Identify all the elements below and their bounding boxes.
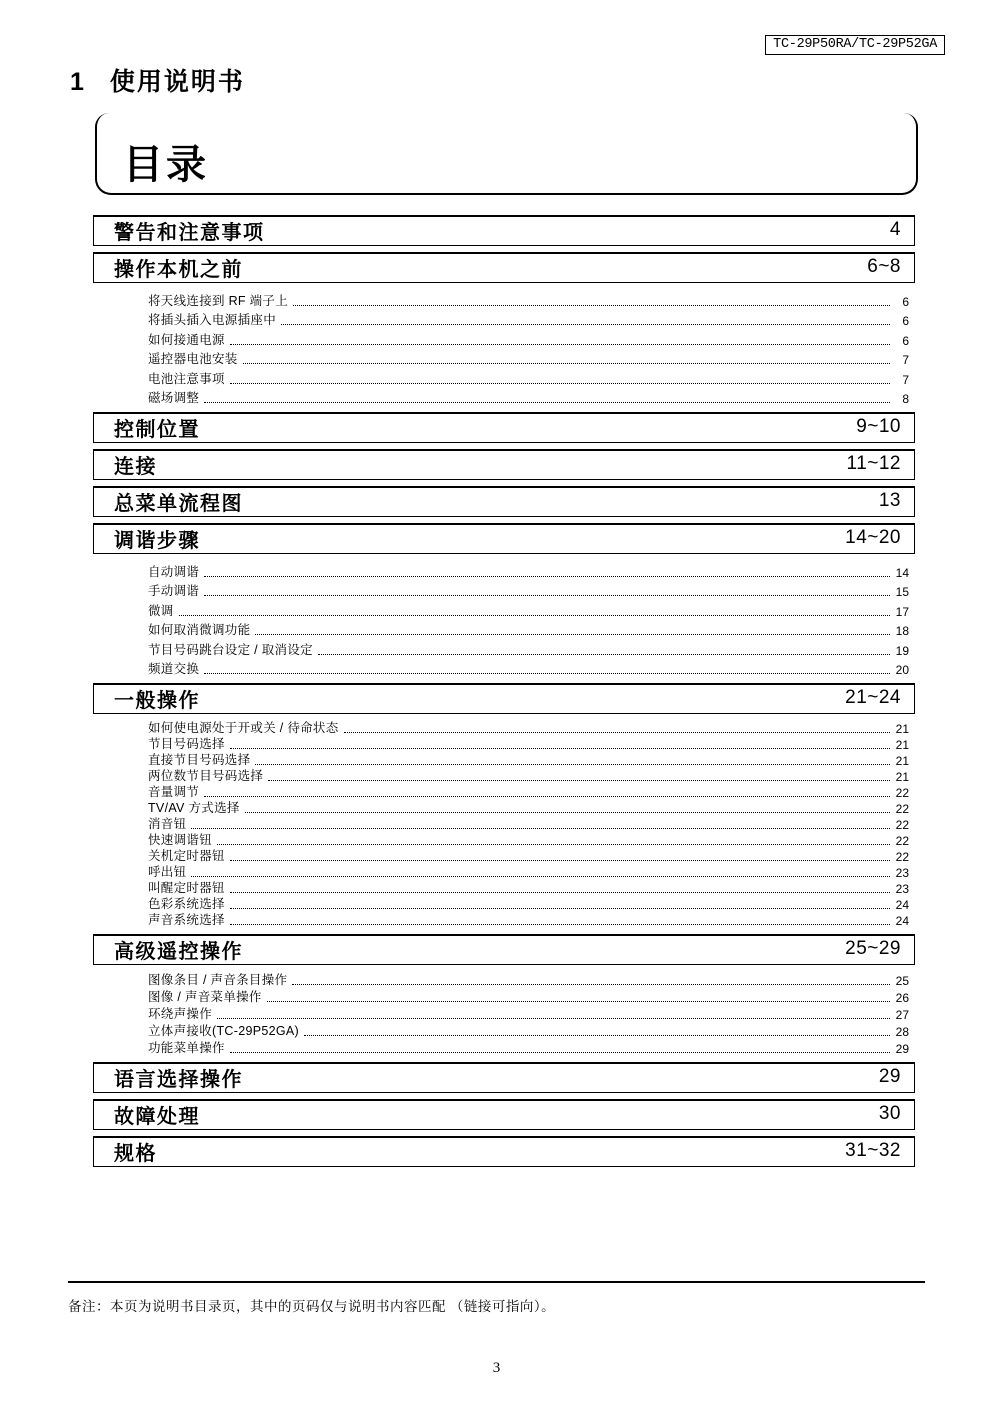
toc-item-label: 图像 / 声音菜单操作 xyxy=(148,990,262,1004)
toc-item-label: 电池注意事项 xyxy=(148,371,225,386)
toc-item-label: 如何使电源处于开或关 / 待命状态 xyxy=(148,721,339,735)
dotted-leader xyxy=(281,324,890,325)
toc-item[interactable] xyxy=(148,560,909,580)
toc-section-connections[interactable] xyxy=(93,449,915,480)
toc-item-label: 频道交换 xyxy=(148,662,200,676)
toc-section-menu-flowchart[interactable] xyxy=(93,486,915,517)
toc-section-title: 一般操作 xyxy=(114,689,200,712)
toc-item-page: 6 xyxy=(902,333,909,348)
toc-section-title: 故障处理 xyxy=(114,1105,200,1128)
toc-title: 目录 xyxy=(123,143,209,187)
toc-item-page: 27 xyxy=(895,1008,909,1022)
table-of-contents xyxy=(93,215,915,1173)
toc-section-title: 高级遥控操作 xyxy=(114,940,243,963)
dotted-leader xyxy=(318,654,890,655)
toc-item-label: 手动调谐 xyxy=(148,584,200,598)
toc-item-page: 21 xyxy=(895,722,909,736)
dotted-leader xyxy=(217,844,890,845)
dotted-leader xyxy=(245,812,890,813)
toc-item[interactable] xyxy=(148,348,909,368)
dotted-leader xyxy=(179,615,890,616)
toc-section-title: 控制位置 xyxy=(114,418,200,441)
toc-section-general-operations[interactable] xyxy=(93,683,915,714)
chapter-heading xyxy=(70,62,245,98)
toc-sublist xyxy=(93,560,915,683)
toc-section-pages: 25~29 xyxy=(845,938,901,959)
toc-sublist xyxy=(93,720,915,934)
dotted-leader xyxy=(243,363,890,364)
toc-section-pages: 13 xyxy=(878,490,901,511)
toc-section-tuning[interactable] xyxy=(93,523,915,554)
toc-section-pages: 14~20 xyxy=(845,527,901,548)
dotted-leader xyxy=(217,1018,890,1019)
dotted-leader xyxy=(255,764,890,765)
toc-item-label: 节目号码跳台设定 / 取消设定 xyxy=(148,642,313,657)
toc-item-page: 22 xyxy=(895,850,909,864)
toc-item-page: 23 xyxy=(895,866,909,880)
toc-item-label: 如何取消微调功能 xyxy=(148,623,251,637)
toc-item[interactable] xyxy=(148,658,909,678)
toc-item-page: 21 xyxy=(895,738,909,752)
toc-section-title: 调谐步骤 xyxy=(114,529,200,552)
toc-section-pages: 4 xyxy=(889,219,901,240)
dotted-leader xyxy=(304,1035,890,1036)
toc-item-label: 微调 xyxy=(148,603,174,618)
toc-item[interactable] xyxy=(148,768,909,784)
dotted-leader xyxy=(230,383,890,384)
toc-sublist xyxy=(93,971,915,1062)
toc-item[interactable] xyxy=(148,736,909,752)
toc-item-label: 呼出钮 xyxy=(148,865,187,879)
toc-item-label: 消音钮 xyxy=(148,817,187,831)
toc-item-label: 两位数节目号码选择 xyxy=(148,769,264,783)
footer-note: 备注：本页为说明书目录页，其中的页码仅与说明书内容匹配 （链接可指向）。 xyxy=(68,1299,556,1314)
toc-item-label: 色彩系统选择 xyxy=(148,897,225,911)
chapter-title: 使用说明书 xyxy=(109,68,245,96)
toc-item-page: 22 xyxy=(895,786,909,800)
toc-item-page: 24 xyxy=(895,898,909,912)
toc-item-label: 磁场调整 xyxy=(148,391,200,405)
toc-item-page: 23 xyxy=(895,882,909,896)
toc-item[interactable] xyxy=(148,328,909,348)
toc-item-label: 将插头插入电源插座中 xyxy=(148,313,277,327)
toc-section-specifications[interactable] xyxy=(93,1136,915,1167)
toc-item-page: 25 xyxy=(895,974,909,988)
toc-section-pages: 21~24 xyxy=(845,687,901,708)
toc-item-label: 节目号码选择 xyxy=(148,737,225,751)
toc-item-label: 遥控器电池安装 xyxy=(148,352,238,366)
toc-item-page: 28 xyxy=(895,1025,909,1039)
toc-item-label: 音量调节 xyxy=(148,785,200,799)
toc-item-page: 17 xyxy=(895,604,909,619)
toc-item-page: 6 xyxy=(902,294,909,309)
toc-section-title: 语言选择操作 xyxy=(114,1068,243,1091)
dotted-leader xyxy=(292,984,890,985)
toc-item-label: 快速调谐钮 xyxy=(148,833,213,847)
dotted-leader xyxy=(293,305,890,306)
toc-section-pages: 11~12 xyxy=(846,453,901,474)
toc-item[interactable] xyxy=(148,387,909,407)
dotted-leader xyxy=(230,924,890,925)
toc-section-title: 总菜单流程图 xyxy=(114,492,243,515)
toc-item[interactable] xyxy=(148,864,909,880)
toc-item[interactable] xyxy=(148,800,909,816)
toc-section-pages: 6~8 xyxy=(867,256,901,277)
toc-title-box xyxy=(95,113,918,195)
dotted-leader xyxy=(230,1052,890,1053)
toc-item-page: 24 xyxy=(895,914,909,928)
dotted-leader xyxy=(204,796,890,797)
dotted-leader xyxy=(267,1001,890,1002)
toc-item-label: 将天线连接到 RF 端子上 xyxy=(148,293,289,308)
toc-item-label: 图像条目 / 声音条目操作 xyxy=(148,973,288,987)
toc-item-label: 自动调谐 xyxy=(148,564,200,579)
toc-item-page: 22 xyxy=(895,818,909,832)
toc-item[interactable] xyxy=(148,720,909,736)
toc-sublist xyxy=(93,289,915,412)
toc-item-label: TV/AV 方式选择 xyxy=(148,801,240,815)
toc-item[interactable] xyxy=(148,289,909,309)
toc-item-label: 叫醒定时器钮 xyxy=(148,881,225,895)
toc-item[interactable] xyxy=(148,816,909,832)
toc-item[interactable] xyxy=(148,1039,909,1056)
toc-section-title: 警告和注意事项 xyxy=(114,221,265,244)
dotted-leader xyxy=(268,780,890,781)
toc-item[interactable] xyxy=(148,880,909,896)
toc-item-label: 关机定时器钮 xyxy=(148,849,225,863)
toc-item-label: 声音系统选择 xyxy=(148,913,225,927)
toc-item[interactable] xyxy=(148,599,909,619)
toc-item-page: 6 xyxy=(902,314,909,328)
toc-item-page: 22 xyxy=(895,834,909,848)
toc-section-warnings[interactable] xyxy=(93,215,915,246)
toc-section-pages: 9~10 xyxy=(856,416,901,437)
toc-item-page: 19 xyxy=(895,643,909,658)
toc-section-before-operating[interactable] xyxy=(93,252,915,283)
chapter-number: 1 xyxy=(70,68,86,96)
toc-item-label: 立体声接收(TC-29P52GA) xyxy=(148,1024,299,1038)
toc-item-label: 环绕声操作 xyxy=(148,1007,213,1021)
toc-item-page: 18 xyxy=(895,624,909,638)
dotted-leader xyxy=(204,402,890,403)
toc-section-language-selection[interactable] xyxy=(93,1062,915,1093)
toc-item-page: 21 xyxy=(895,754,909,768)
toc-item-page: 26 xyxy=(895,991,909,1005)
toc-item[interactable] xyxy=(148,580,909,600)
toc-item-page: 7 xyxy=(902,353,909,367)
toc-section-control-locations[interactable] xyxy=(93,412,915,443)
toc-item-page: 21 xyxy=(895,770,909,784)
toc-item[interactable] xyxy=(148,367,909,387)
toc-item[interactable] xyxy=(148,896,909,912)
toc-item-page: 15 xyxy=(895,585,909,599)
toc-item[interactable] xyxy=(148,309,909,329)
toc-item[interactable] xyxy=(148,832,909,848)
dotted-leader xyxy=(191,876,890,877)
dotted-leader xyxy=(230,860,890,861)
toc-section-troubleshooting[interactable] xyxy=(93,1099,915,1130)
dotted-leader xyxy=(204,595,890,596)
toc-section-title: 操作本机之前 xyxy=(114,258,243,281)
footer-divider xyxy=(68,1281,925,1283)
dotted-leader xyxy=(255,634,890,635)
toc-item-page: 29 xyxy=(895,1042,909,1056)
page-number: 3 xyxy=(492,1360,501,1376)
dotted-leader xyxy=(230,892,890,893)
dotted-leader xyxy=(204,576,890,577)
toc-item-page: 14 xyxy=(895,565,909,580)
dotted-leader xyxy=(191,828,890,829)
toc-section-title: 规格 xyxy=(114,1142,157,1165)
toc-item-page: 20 xyxy=(895,663,909,677)
toc-section-title: 连接 xyxy=(114,455,157,478)
toc-item-label: 功能菜单操作 xyxy=(148,1041,225,1055)
dotted-leader xyxy=(230,908,890,909)
model-number-badge: TC-29P50RA/TC-29P52GA xyxy=(765,35,945,55)
toc-item[interactable] xyxy=(148,988,909,1005)
toc-item-page: 7 xyxy=(902,372,909,387)
toc-item[interactable] xyxy=(148,638,909,658)
toc-item[interactable] xyxy=(148,971,909,988)
toc-item[interactable] xyxy=(148,912,909,928)
toc-item[interactable] xyxy=(148,619,909,639)
toc-item[interactable] xyxy=(148,1022,909,1039)
toc-section-pages: 30 xyxy=(878,1103,901,1124)
toc-item[interactable] xyxy=(148,784,909,800)
dotted-leader xyxy=(204,673,890,674)
toc-section-pages: 31~32 xyxy=(845,1140,901,1161)
toc-item[interactable] xyxy=(148,848,909,864)
toc-item-page: 22 xyxy=(895,802,909,816)
toc-section-advanced-remote[interactable] xyxy=(93,934,915,965)
dotted-leader xyxy=(230,344,890,345)
toc-item-label: 如何接通电源 xyxy=(148,332,225,347)
dotted-leader xyxy=(344,732,890,733)
toc-item[interactable] xyxy=(148,1005,909,1022)
dotted-leader xyxy=(230,748,890,749)
toc-item-page: 8 xyxy=(902,392,909,406)
toc-item-label: 直接节目号码选择 xyxy=(148,753,251,767)
toc-section-pages: 29 xyxy=(878,1066,901,1087)
